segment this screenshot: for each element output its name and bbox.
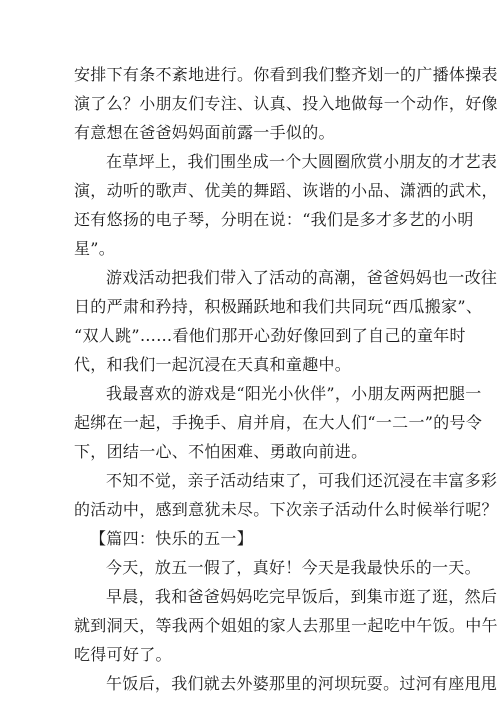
paragraph-start-line: 早晨，我和爸爸妈妈吃完早饭后，到集市逛了逛，然后 xyxy=(106,587,498,606)
paragraph-start-line: 不知不觉，亲子活动结束了，可我们还沉浸在丰富多彩 xyxy=(106,471,498,490)
paragraph-start-line: 在草坪上，我们围坐成一个大圆圈欣赏小朋友的才艺表 xyxy=(106,152,498,171)
text-line: 有意想在爸爸妈妈面前露一手似的。 xyxy=(74,123,335,142)
text-line: 起绑在一起，手挽手、肩并肩，在大人们“一二一”的号令 xyxy=(74,413,483,432)
paragraph-start-line: 我最喜欢的游戏是“阳光小伙伴”，小朋友两两把腿一 xyxy=(106,384,482,403)
text-line: 星”。 xyxy=(74,239,116,258)
paragraph-start-line: 午饭后，我们就去外婆那里的河坝玩耍。过河有座甩甩 xyxy=(106,674,498,693)
text-line: 的活动中，感到意犹未尽。下次亲子活动什么时候举行呢？ xyxy=(74,500,498,519)
paragraph-start-line: 游戏活动把我们带入了活动的高潮，爸爸妈妈也一改往 xyxy=(106,268,498,287)
text-line: 还有悠扬的电子琴，分明在说：“我们是多才多艺的小明 xyxy=(74,210,474,229)
text-line: 吃得可好了。 xyxy=(74,645,172,664)
text-line: 下，团结一心、不怕困难、勇敢向前进。 xyxy=(74,442,368,461)
text-line: 日的严肃和矜持，积极踊跃地和我们共同玩“西瓜搬家”、 xyxy=(74,297,483,316)
text-line: 演了么？小朋友们专注、认真、投入地做每一个动作，好像 xyxy=(74,94,498,113)
text-line: 代，和我们一起沉浸在天真和童趣中。 xyxy=(74,355,352,374)
text-line: 安排下有条不紊地进行。你看到我们整齐划一的广播体操表 xyxy=(74,65,498,84)
text-line: 就到洞天，等我两个姐姐的家人去那里一起吃中午饭。中午 xyxy=(74,616,498,635)
section-heading: 【篇四：快乐的五一】 xyxy=(90,529,254,548)
text-line: “双人跳”……看他们那开心劲好像回到了自己的童年时 xyxy=(74,326,466,345)
paragraph-start-line: 今天，放五一假了，真好！今天是我最快乐的一天。 xyxy=(106,558,481,577)
text-line: 演，动听的歌声、优美的舞蹈、诙谐的小品、潇洒的武术， xyxy=(74,181,498,200)
